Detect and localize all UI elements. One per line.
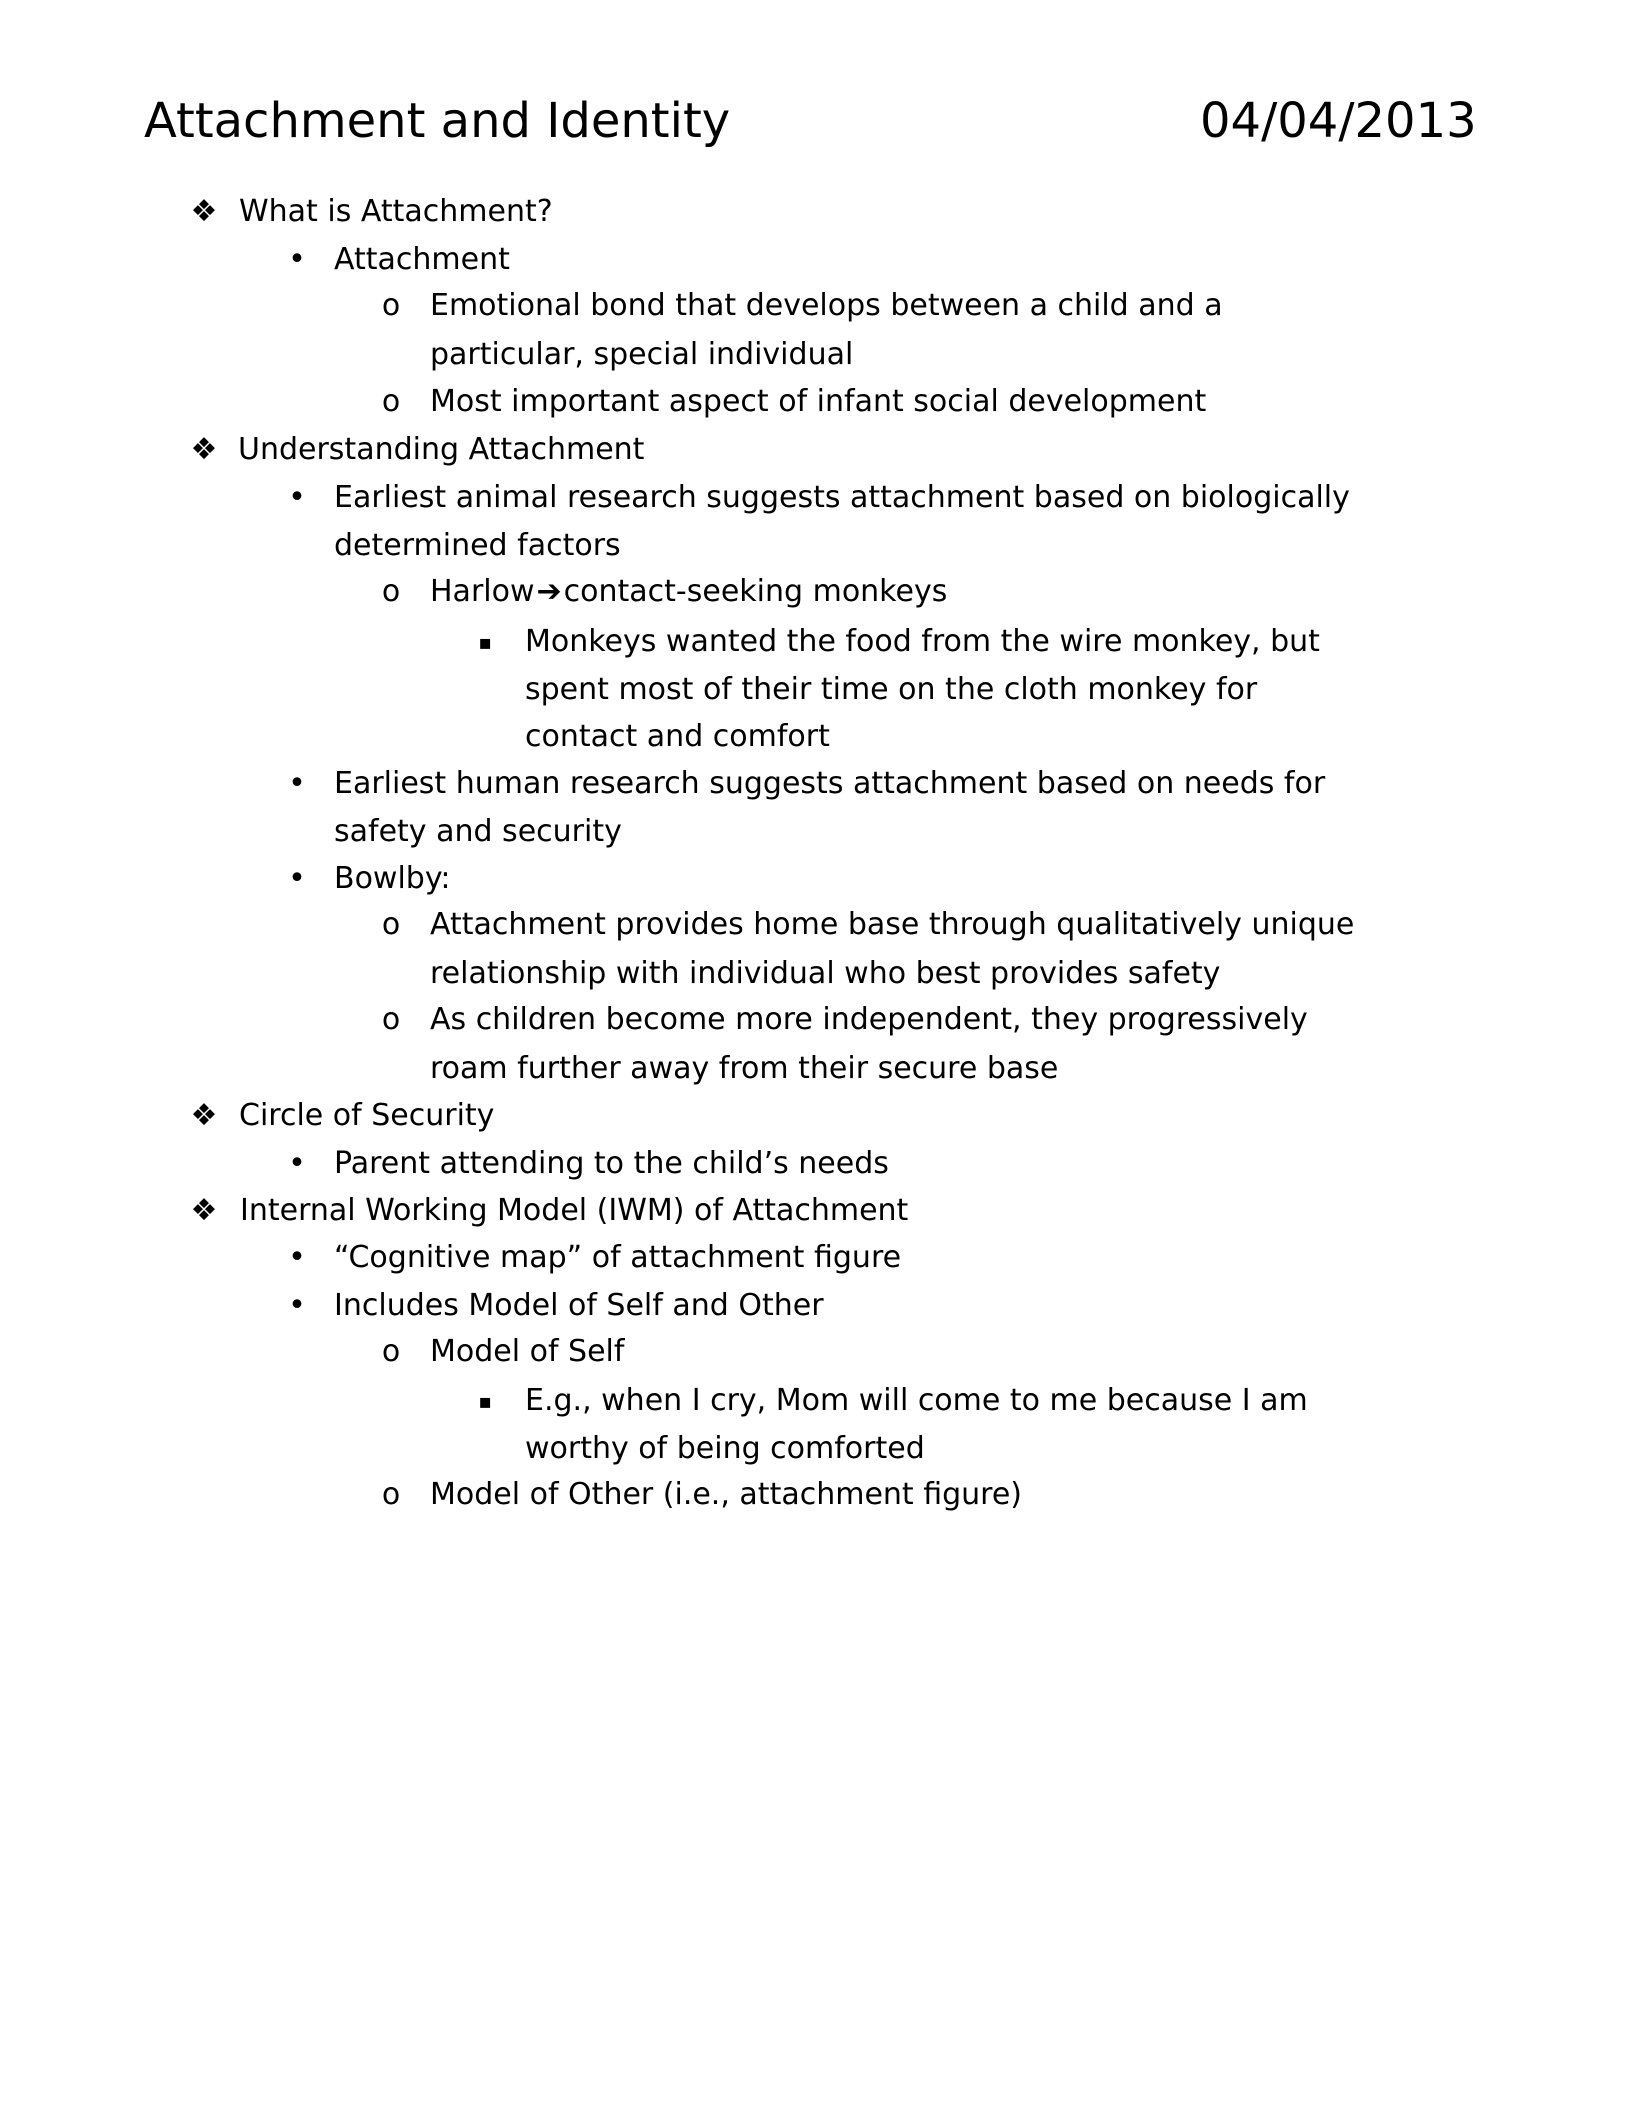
list-item: Emotional bond that develops between a child and a [430, 288, 1223, 323]
list-item: Attachment provides home base through qualitatively unique [430, 907, 1355, 942]
list-item: Earliest animal research suggests attachment based on biologically [334, 480, 1350, 515]
square-bullet-icon: ▪ [478, 630, 492, 654]
section-heading: Circle of Security [239, 1098, 495, 1133]
diamond-bullet-icon: ❖ [190, 432, 218, 467]
list-item-continuation: roam further away from their secure base [430, 1051, 1059, 1086]
list-item: E.g., when I cry, Mom will come to me because I am [525, 1383, 1308, 1418]
bullet-icon: • [288, 861, 306, 896]
circle-bullet-icon: o [381, 1334, 401, 1369]
diamond-bullet-icon: ❖ [190, 1098, 218, 1133]
list-item-continuation: spent most of their time on the cloth monkey for [525, 672, 1258, 707]
page-title: Attachment and Identity [144, 93, 731, 149]
list-item: As children become more independent, they progressively [430, 1002, 1308, 1037]
list-item-continuation: relationship with individual who best provides safety [430, 956, 1221, 991]
list-item: Model of Self [430, 1334, 625, 1369]
list-item: Most important aspect of infant social development [430, 384, 1207, 419]
list-item-continuation: determined factors [334, 528, 621, 563]
bullet-icon: • [288, 1240, 306, 1275]
list-item [430, 572, 947, 612]
square-bullet-icon: ▪ [478, 1389, 492, 1413]
bullet-icon: • [288, 242, 306, 277]
list-item: Earliest human research suggests attachment based on needs for [334, 766, 1326, 801]
list-item: Bowlby: [334, 861, 451, 896]
section-heading: What is Attachment? [239, 194, 553, 229]
diamond-bullet-icon: ❖ [190, 1193, 218, 1228]
bullet-icon: • [288, 766, 306, 801]
list-item-continuation: contact and comfort [525, 719, 830, 754]
section-heading: Understanding Attachment [238, 432, 645, 467]
page-date: 04/04/2013 [1200, 93, 1477, 149]
circle-bullet-icon: o [381, 574, 401, 609]
list-item: Attachment [334, 242, 510, 277]
bullet-icon: • [288, 1146, 306, 1181]
list-item-continuation: worthy of being comforted [525, 1431, 925, 1466]
circle-bullet-icon: o [381, 288, 401, 323]
list-item-text: contact-seeking monkeys [563, 574, 948, 609]
bullet-icon: • [288, 1288, 306, 1323]
list-item-text: Harlow [430, 574, 535, 609]
list-item: Includes Model of Self and Other [334, 1288, 824, 1323]
list-item: Monkeys wanted the food from the wire monkey, but [525, 624, 1320, 659]
diamond-bullet-icon: ❖ [190, 194, 218, 229]
list-item: Model of Other (i.e., attachment figure) [430, 1477, 1023, 1512]
list-item-continuation: safety and security [334, 814, 622, 849]
list-item-continuation: particular, special individual [430, 337, 854, 372]
bullet-icon: • [288, 480, 306, 515]
circle-bullet-icon: o [381, 907, 401, 942]
circle-bullet-icon: o [381, 1477, 401, 1512]
arrow-right-icon: ➔ [536, 574, 562, 609]
circle-bullet-icon: o [381, 384, 401, 419]
list-item: Parent attending to the child’s needs [334, 1146, 889, 1181]
section-heading: Internal Working Model (IWM) of Attachment [240, 1193, 909, 1228]
circle-bullet-icon: o [381, 1002, 401, 1037]
list-item: “Cognitive map” of attachment figure [334, 1240, 902, 1275]
